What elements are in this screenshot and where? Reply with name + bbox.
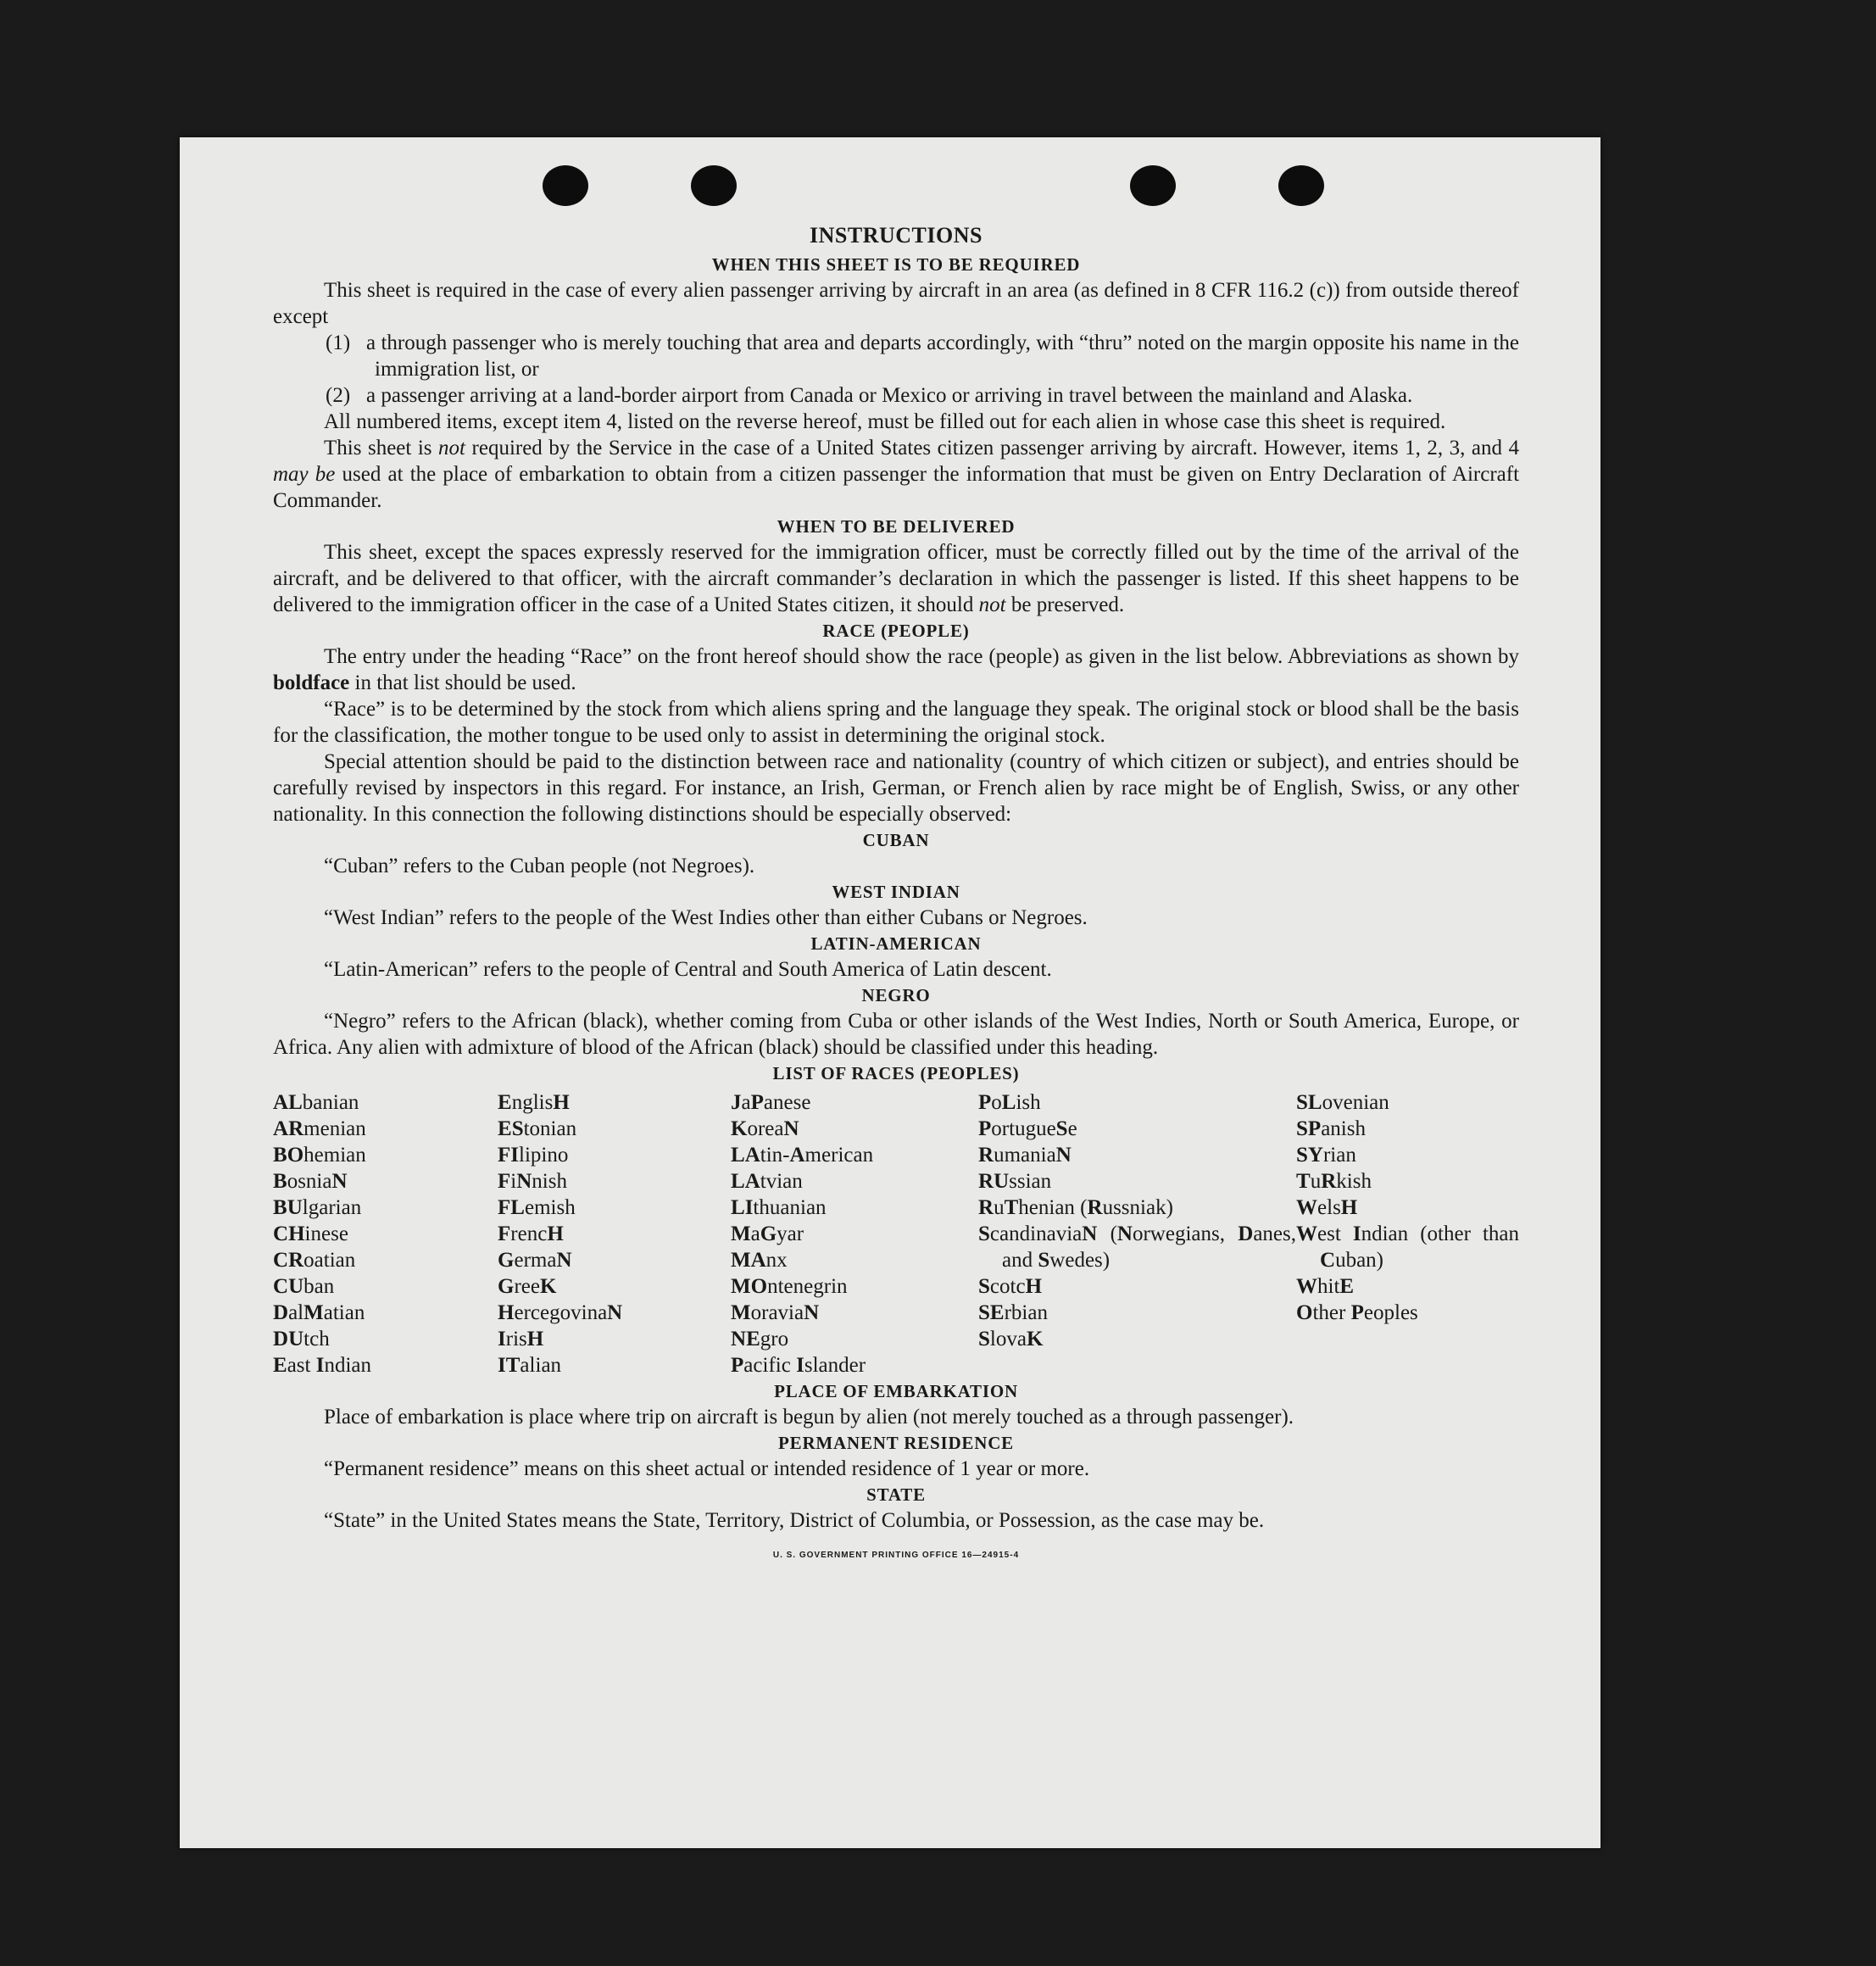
heading-cuban: CUBAN (862, 830, 930, 850)
race-entry: GermaN (498, 1249, 572, 1272)
item-number: (2) (326, 384, 351, 407)
races-column (1296, 1089, 1519, 1378)
punch-hole (1278, 165, 1324, 206)
text-run: be preserved. (1005, 593, 1125, 616)
race-entry: SLovenian (1296, 1091, 1389, 1114)
paragraph: “State” in the United States means the State, Territory, District of Columbia, or Possession, as the case may be. (324, 1509, 1265, 1532)
text-run: in that list should be used. (349, 671, 576, 694)
race-entry: SYrian (1296, 1144, 1356, 1167)
race-entry: LAtin-American (731, 1144, 874, 1167)
paragraph: “Negro” refers to the African (black), whether coming from Cuba or other islands of the West Indies, North or South America, Europe, or Africa. Any alien with admixture of blood of the African (black) should be classified under this heading. (273, 1010, 1519, 1059)
race-entry: BosniaN (273, 1170, 348, 1193)
heading-race: RACE (PEOPLE) (822, 621, 970, 641)
race-entry: EStonian (498, 1117, 577, 1140)
paragraph: “Latin-American” refers to the people of Central and South America of Latin descent. (324, 958, 1052, 981)
race-entry: PortugueSe (978, 1117, 1077, 1140)
race-entry: MaGyar (731, 1222, 804, 1245)
race-entry: Pacific Islander (731, 1354, 866, 1377)
instructions-content (273, 222, 1519, 1568)
item-text: a through passenger who is merely touching that area and departs accordingly, with “thru” noted on the margin opposite his name in the immigration list, or (366, 331, 1519, 381)
race-entry: PoLish (978, 1091, 1041, 1114)
race-entry: RuThenian (Russniak) (978, 1196, 1173, 1219)
paragraph (273, 435, 1519, 514)
paragraph: Place of embarkation is place where trip on aircraft is begun by alien (not merely touched as a through passenger). (324, 1406, 1294, 1429)
race-entry: ScandinaviaN (Norwegians, Danes, and Swedes) (978, 1222, 1297, 1272)
race-entry: East Indian (273, 1354, 372, 1377)
race-entry: FiNnish (498, 1170, 567, 1193)
paragraph: “Race” is to be determined by the stock from which aliens spring and the language they speak. The original stock or blood shall be the basis for the classification, the mother tongue to be used only to assist in determining the original stock. (273, 698, 1519, 747)
race-entry: GreeK (498, 1275, 557, 1298)
heading-permanent-residence: PERMANENT RESIDENCE (778, 1433, 1014, 1453)
race-entry: SPanish (1296, 1117, 1366, 1140)
race-entry: ITalian (498, 1354, 562, 1377)
italic-text: may be (273, 463, 336, 486)
race-entry: HercegovinaN (498, 1301, 623, 1324)
paragraph (273, 643, 1519, 696)
heading-state: STATE (866, 1484, 926, 1505)
race-entry: CRoatian (273, 1249, 356, 1272)
race-entry: DUtch (273, 1328, 330, 1351)
document-sheet (180, 137, 1600, 1848)
paragraph: “Permanent residence” means on this sheet actual or intended residence of 1 year or more. (324, 1457, 1090, 1480)
text-run: This sheet is (324, 437, 439, 459)
punch-hole (691, 165, 737, 206)
race-entry: MoraviaN (731, 1301, 820, 1324)
race-entry: NEgro (731, 1328, 789, 1351)
race-entry: FrencH (498, 1222, 564, 1245)
race-entry: BUlgarian (273, 1196, 362, 1219)
race-entry: JaPanese (731, 1091, 811, 1114)
heading-embarkation: PLACE OF EMBARKATION (774, 1381, 1018, 1401)
race-entry: DalMatian (273, 1301, 365, 1324)
race-entry: ScotcH (978, 1275, 1043, 1298)
item-text: a passenger arriving at a land-border airport from Canada or Mexico or arriving in travel between the mainland and Alaska. (366, 384, 1413, 407)
race-entry: EnglisH (498, 1091, 570, 1114)
race-entry: CHinese (273, 1222, 348, 1245)
text-run: The entry under the heading “Race” on the front hereof should show the race (people) as given in the list below. Abbreviations as shown by (324, 645, 1519, 668)
race-entry: WhitE (1296, 1275, 1355, 1298)
race-entry: FIlipino (498, 1144, 569, 1167)
list-item (326, 382, 1519, 409)
race-entry: Other Peoples (1296, 1301, 1418, 1324)
item-number: (1) (326, 331, 351, 354)
heading-negro: NEGRO (861, 985, 931, 1005)
paragraph: “Cuban” refers to the Cuban people (not Negroes). (324, 855, 755, 877)
race-entry: CUban (273, 1275, 335, 1298)
text-run: used at the place of embarkation to obtain from a citizen passenger the information that must be given on Entry Declaration of Aircraft Commander. (273, 463, 1520, 512)
paragraph: All numbered items, except item 4, listed on the reverse hereof, must be filled out for each alien in whose case this sheet is required. (324, 410, 1446, 433)
paragraph (273, 539, 1519, 618)
heading-west-indian: WEST INDIAN (832, 882, 960, 902)
race-entry: RumaniaN (978, 1144, 1072, 1167)
printing-office-footer: U. S. GOVERNMENT PRINTING OFFICE 16—24915-4 (772, 1551, 1020, 1560)
punch-hole (1130, 165, 1176, 206)
page-title: INSTRUCTIONS (810, 223, 983, 248)
race-entry: TuRkish (1296, 1170, 1372, 1193)
race-entry: RUssian (978, 1170, 1052, 1193)
races-column (978, 1089, 1296, 1378)
races-column (498, 1089, 731, 1378)
race-entry: BOhemian (273, 1144, 366, 1167)
race-entry: MAnx (731, 1249, 788, 1272)
race-entry: FLemish (498, 1196, 576, 1219)
race-entry: LAtvian (731, 1170, 803, 1193)
race-entry: ALbanian (273, 1091, 359, 1114)
race-entry: KoreaN (731, 1117, 799, 1140)
heading-when-required: WHEN THIS SHEET IS TO BE REQUIRED (711, 254, 1081, 275)
text-run: This sheet, except the spaces expressly reserved for the immigration officer, must be correctly filled out by the time of the arrival of the aircraft, and be delivered to that officer, with the aircraft commander’s declaration in which the passenger is listed. If this sheet happens to be delivered to the immigration officer in the case of a United States citizen, it should (273, 541, 1519, 616)
italic-text: not (438, 437, 465, 459)
race-entry: MOntenegrin (731, 1275, 848, 1298)
race-entry: SErbian (978, 1301, 1048, 1324)
races-list (273, 1089, 1519, 1378)
races-column (273, 1089, 498, 1378)
heading-list-of-races: LIST OF RACES (PEOPLES) (772, 1063, 1020, 1083)
race-entry: West Indian (other than Cuban) (1296, 1222, 1520, 1272)
race-entry: WelsH (1296, 1196, 1358, 1219)
race-entry: ARmenian (273, 1117, 366, 1140)
italic-text: not (978, 593, 1006, 616)
heading-latin-american: LATIN-AMERICAN (810, 933, 982, 954)
races-column (731, 1089, 978, 1378)
bold-text: boldface (273, 671, 350, 694)
punch-hole (543, 165, 588, 206)
race-entry: IrisH (498, 1328, 544, 1351)
race-entry: SlovaK (978, 1328, 1044, 1351)
list-item (326, 330, 1519, 382)
paragraph: This sheet is required in the case of every alien passenger arriving by aircraft in an area (as defined in 8 CFR 116.2 (c)) from outside thereof except (273, 279, 1519, 328)
race-entry: LIthuanian (731, 1196, 827, 1219)
text-run: required by the Service in the case of a United States citizen passenger arriving by aircraft. However, items 1, 2, 3, and 4 (465, 437, 1519, 459)
paragraph: “West Indian” refers to the people of the West Indies other than either Cubans or Negroes. (324, 906, 1088, 929)
paragraph: Special attention should be paid to the distinction between race and nationality (country of which citizen or subject), and entries should be carefully revised by inspectors in this regard. For instance, an Irish, German, or French alien by race might be of English, Swiss, or any other nationality. In this connection the following distinctions should be especially observed: (273, 750, 1519, 826)
heading-when-delivered: WHEN TO BE DELIVERED (777, 516, 1016, 537)
